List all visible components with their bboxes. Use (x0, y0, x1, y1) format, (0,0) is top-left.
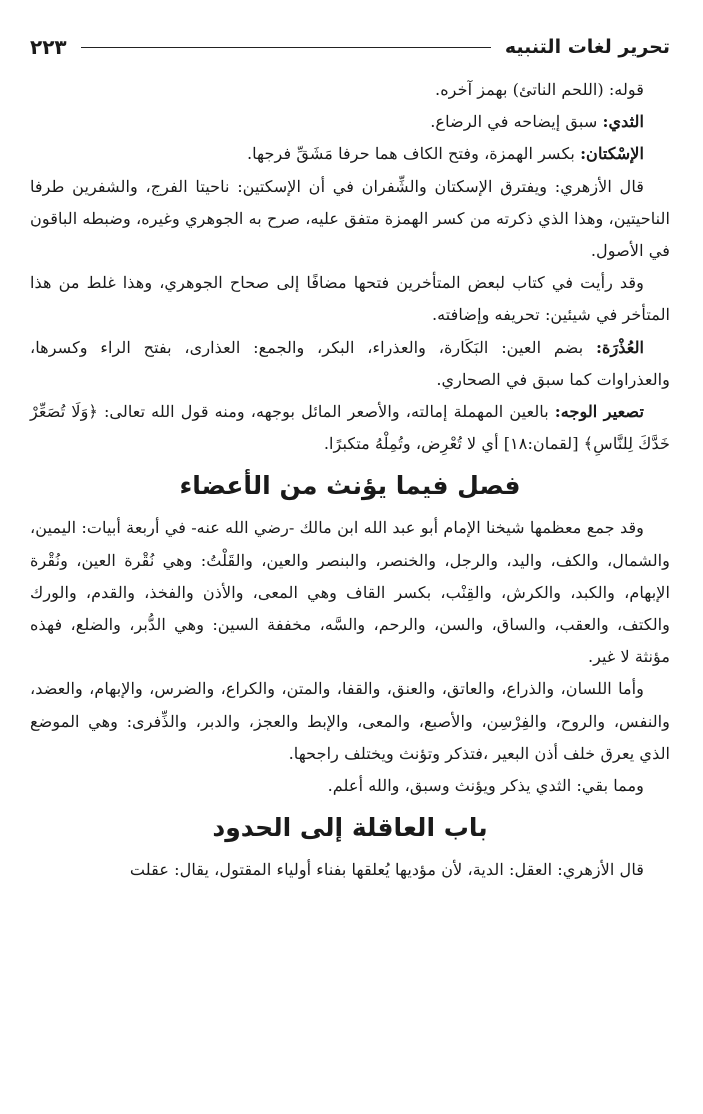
paragraph (30, 74, 670, 106)
entry-term: العُذْرَة: (595, 337, 644, 357)
paragraph (30, 770, 670, 802)
paragraph-text: قوله: (اللحم الناتئ) بهمز آخره. (435, 80, 644, 99)
paragraph-text: بكسر الهمزة، وفتح الكاف هما حرفا مَشَقِّ فرجها. (246, 144, 581, 164)
header-rule (81, 47, 491, 48)
entry-term: الثدي: (602, 112, 644, 132)
entry-term: تصعير الوجه: (554, 402, 644, 422)
paragraph-text: وقد رأيت في كتاب لبعض المتأخرين فتحها مضافًا إلى صحاح الجوهري، وهذا غلط من هذا المتأخر في شيئين: تحريفه وإضافته. (30, 273, 670, 325)
paragraph-text: بالعين المهملة إمالته، والأصعر المائل بوجهه، ومنه قول الله تعالى: ﴿وَلَا تُصَعِّرْ خَدَّكَ لِلنَّاسِ﴾ [لقمان:١٨] أي لا تُعْرِض، وتُمِلْهُ متكبرًا. (30, 402, 670, 454)
document-page (30, 30, 670, 886)
section-heading: فصل فيما يؤنث من الأعضاء (179, 471, 521, 501)
page-number: ٢٢٣ (30, 35, 67, 59)
entry-term: الإسْكتان: (580, 144, 644, 164)
paragraph (30, 106, 670, 138)
paragraph (30, 332, 670, 396)
running-title: تحرير لغات التنبيه (504, 36, 670, 58)
paragraph-text: سبق إيضاحه في الرضاع. (430, 112, 603, 132)
paragraph (30, 138, 670, 170)
paragraph (30, 171, 670, 268)
paragraph-text: قال الأزهري: العقل: الدية، لأن مؤديها يُعلقها بفناء أولياء المقتول، يقال: عقلت (129, 860, 644, 880)
paragraph (30, 854, 670, 886)
paragraph-text: وأما اللسان، والذراع، والعاتق، والعنق، والقفا، والمتن، والكراع، والضرس، والإبهام، والعضد، والنفس، والروح، والفِرْسِن، والأصبع، والمعى، والإبط والعجز، والدبر، والذِّفرى: وهي الموضع الذي يعرق خلف أذن البعير ،فتذكر وتؤنث ويختلف راجحها. (30, 679, 670, 763)
paragraph (30, 673, 670, 770)
body-text (30, 74, 670, 886)
paragraph-text: وقد جمع معظمها شيخنا الإمام أبو عبد الله ابن مالك -رضي الله عنه- في أربعة أبيات: اليمين، والشمال، والكف، واليد، والرجل، والخنصر، والبنصر والعين، والقَلْتُ: وهي نُقْرة العين، ونُقْرة الإبهام، والكبد، والكرش، والقِنْب، بكسر القاف وهي المعى، والأذن والفخذ، والقدم، والورك والكتف، والعقب، والساق، والسن، والرحم، والسَّه، مخففة السين: وهي الدُّبر، والضلع، فهذه مؤنثة لا غير. (30, 518, 670, 667)
paragraph-text: ومما بقي: الثدي يذكر ويؤنث وسبق، والله أعلم. (327, 776, 644, 796)
chapter-heading: باب العاقلة إلى الحدود (212, 813, 488, 843)
paragraph (30, 512, 670, 673)
paragraph-text: قال الأزهري: ويفترق الإسكتان والشِّفران في أن الإسكتين: ناحيتا الفرج، والشفرين طرفا الناحيتين، وهذا الذي ذكرته من كسر الهمزة متفق عليه، صرح به الجوهري وغيره، وضبطه الباقون في الأصول. (30, 176, 670, 261)
paragraph (30, 267, 670, 331)
paragraph (30, 396, 670, 460)
running-header (30, 30, 670, 64)
paragraph-text: بضم العين: البَكَارة، والعذراء، البكر، والجمع: العذارى، بفتح الراء وكسرها، والعذراوات كما سبق في الصحاري. (30, 337, 670, 389)
